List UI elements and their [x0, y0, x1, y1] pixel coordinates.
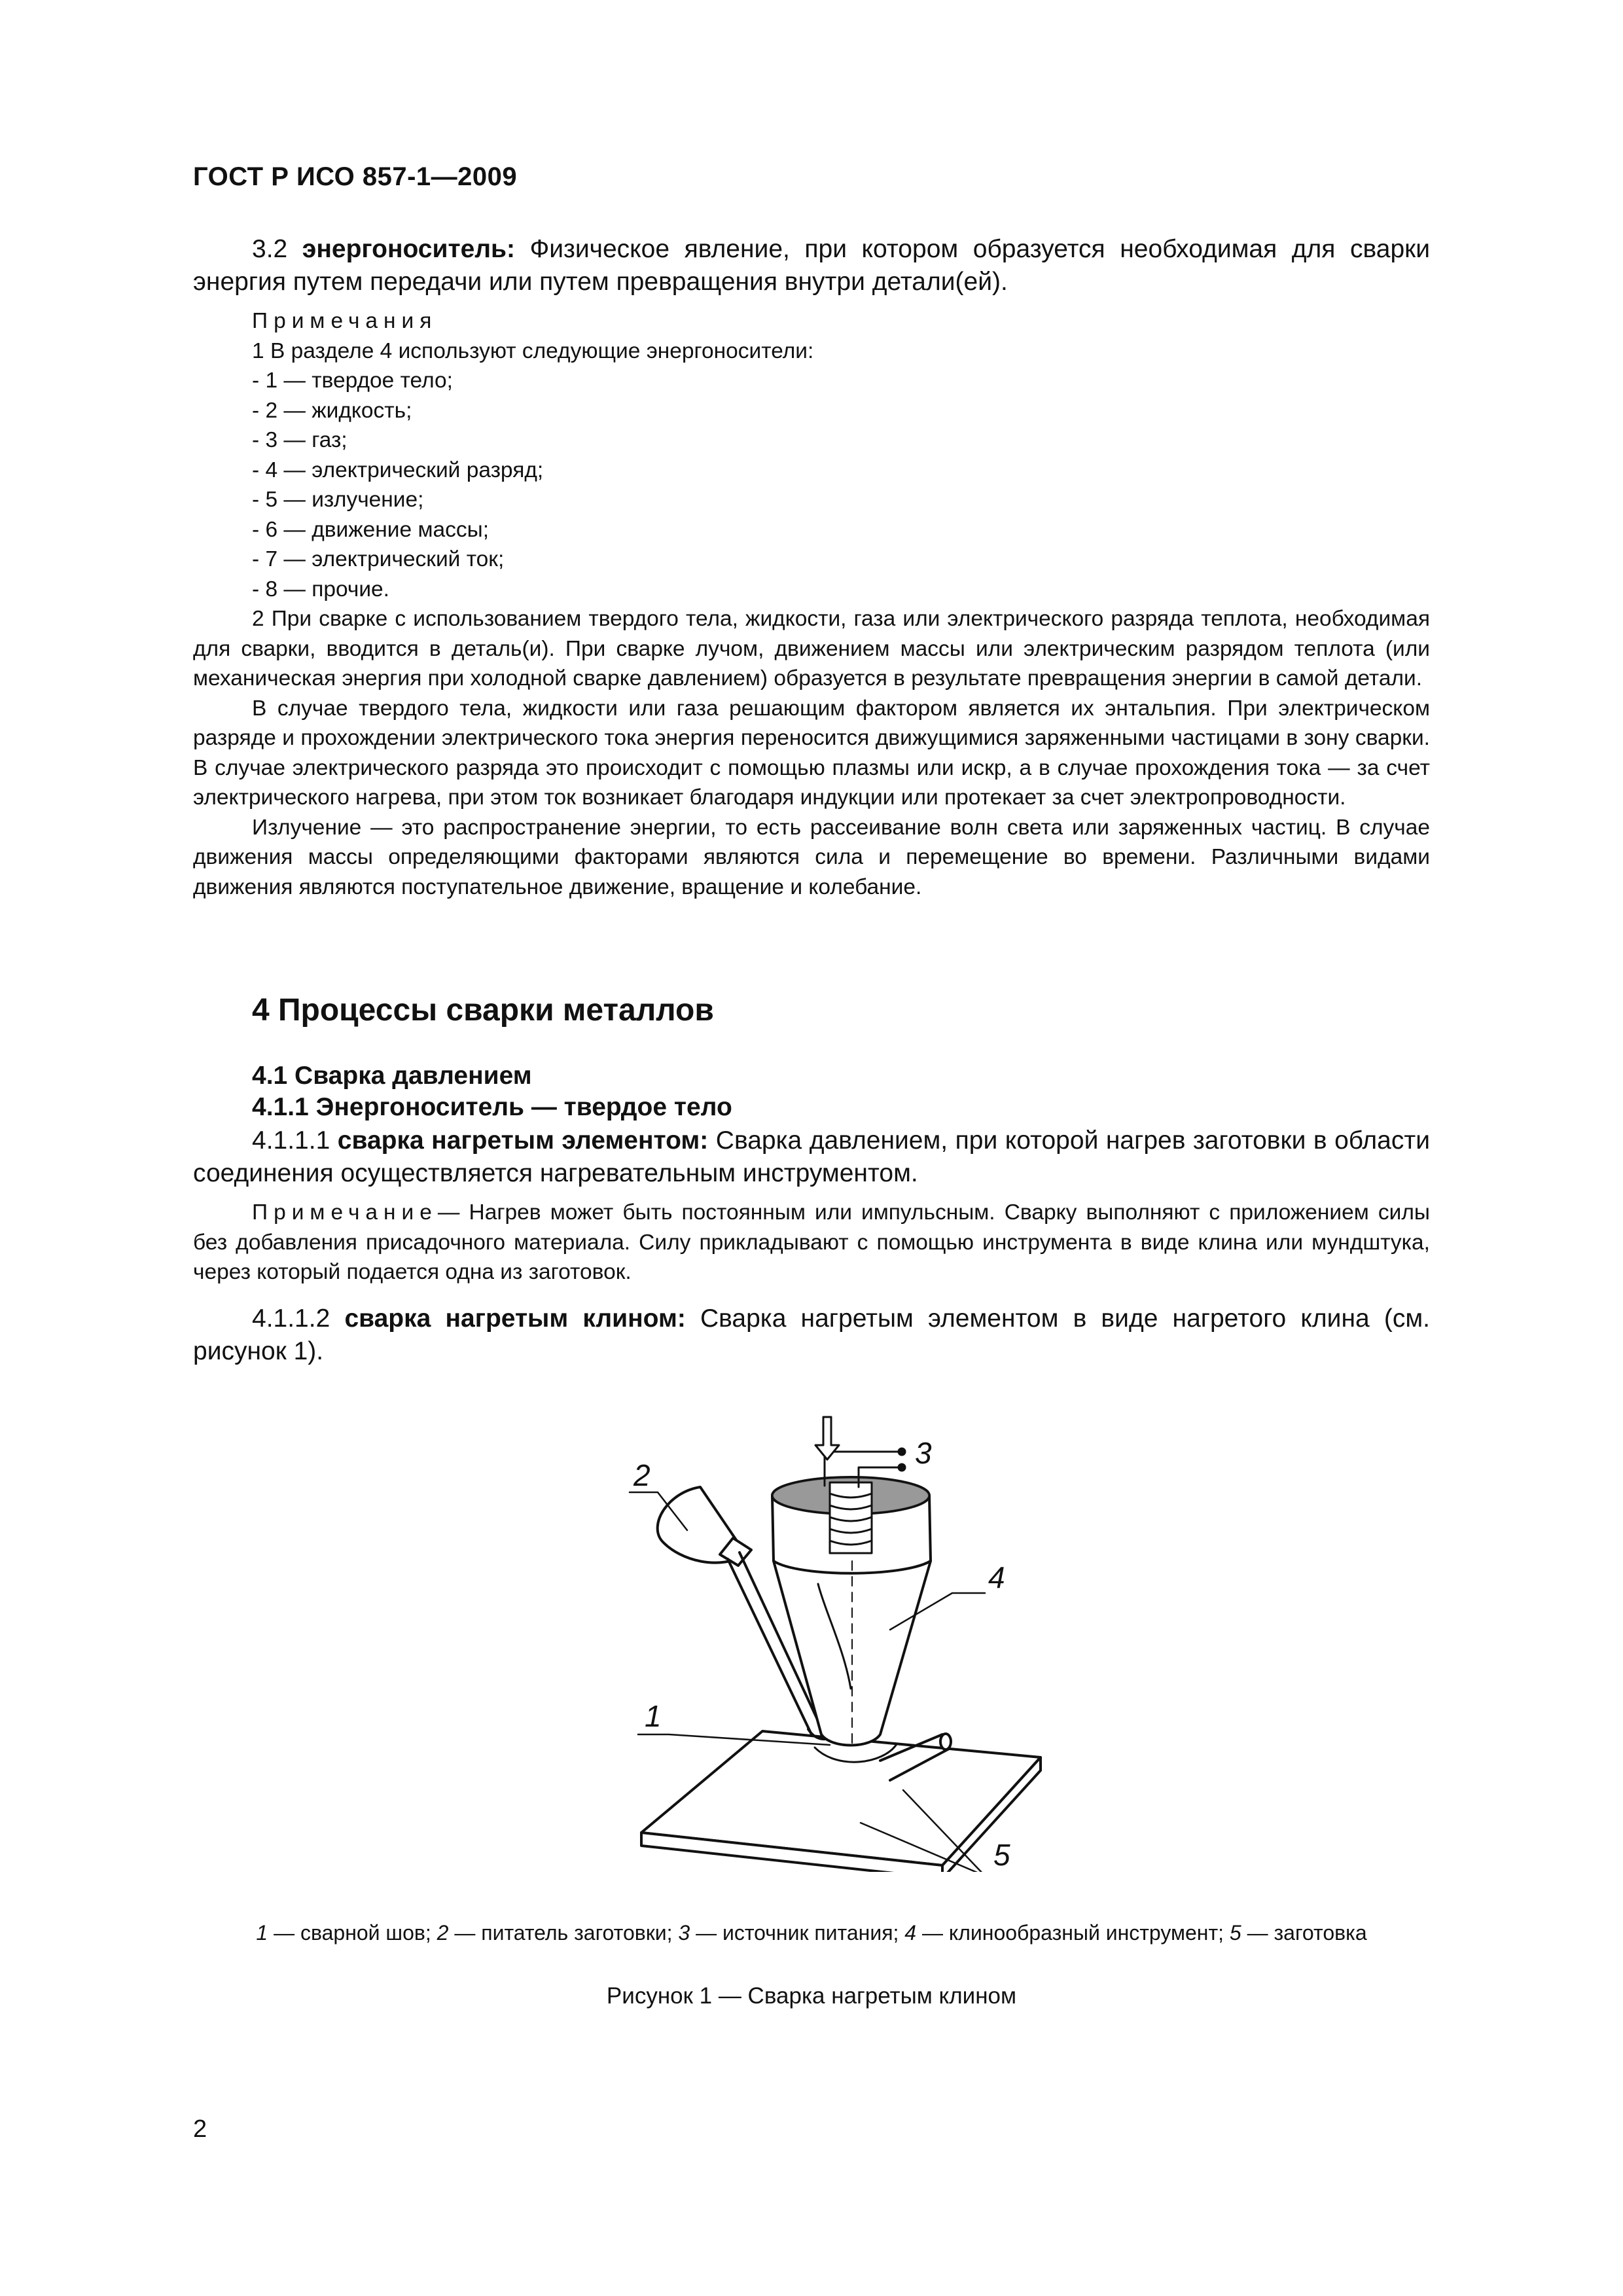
carrier-item: - 7 — электрический ток;	[252, 547, 505, 571]
callout-3: 3	[915, 1436, 932, 1470]
definition: Сварка давлением, при которой нагрев заготовки в области соединения осуществляется нагревательным инструментом.	[193, 1126, 1430, 1187]
carrier-item: - 2 — жидкость;	[252, 398, 412, 423]
subsection-4-1-1: 4.1.1 Энергоноситель — твердое тело	[252, 1093, 732, 1121]
clause-number: 4.1.1.2	[252, 1304, 330, 1333]
term: сварка нагретым клином:	[344, 1304, 686, 1333]
notes-heading: Примечания	[252, 309, 438, 333]
force-arrow-icon	[815, 1417, 839, 1460]
callout-5: 5	[993, 1838, 1010, 1872]
carrier-item: - 3 — газ;	[252, 428, 348, 452]
clause-number: 4.1.1.1	[252, 1126, 330, 1155]
note-text: — Нагрев может быть постоянным или импульсным. Сварку выполняют с приложением силы без добавления присадочного материала. Силу прикладывают с помощью инструмента в виде клина или мундштука, через который подается одна из заготовок.	[193, 1200, 1430, 1284]
figure-caption: Рисунок 1 — Сварка нагретым клином	[606, 1983, 1017, 2009]
legend-item: 1 — сварной шов;	[256, 1921, 431, 1945]
clause-3-2	[193, 233, 1430, 298]
figure-1	[622, 1414, 1067, 1875]
term: сварка нагретым элементом:	[337, 1126, 709, 1155]
note-1-intro: 1 В разделе 4 используют следующие энергоносители:	[252, 338, 814, 363]
term: энергоноситель:	[302, 235, 515, 263]
figure-legend	[193, 1921, 1430, 1945]
carrier-item: - 4 — электрический разряд;	[252, 457, 544, 482]
carrier-item: - 5 — излучение;	[252, 488, 424, 512]
heating-coil	[830, 1482, 872, 1553]
clause-number: 3.2	[252, 235, 288, 263]
clause-4-1-1-2	[193, 1302, 1430, 1368]
note-2: 2 При сварке с использованием твердого тела, жидкости, газа или электрического разряда теплота, необходимая для сварки, вводится в деталь(и). При сварке лучом, движением массы или электрическим разрядом теплота (или механическая энергия при холодной сварке давлением) образуется в результате превращения энергии в самой детали.	[193, 607, 1430, 691]
legend-item: 5 — заготовка	[1229, 1921, 1367, 1945]
section-title: 4 Процессы сварки металлов	[252, 993, 714, 1028]
note-label: Примечание	[252, 1200, 438, 1225]
legend-item: 3 — источник питания;	[678, 1921, 899, 1945]
callout-4: 4	[988, 1560, 1005, 1594]
callout-2: 2	[633, 1458, 651, 1492]
legend-item: 2 — питатель заготовки;	[437, 1921, 673, 1945]
note-paragraph-radiation: Излучение — это распространение энергии, то есть рассеивание волн света или заряженных частиц. В случае движения массы определяющими факторами являются сила и перемещение во времени. Различными видами движения являются поступательное движение, вращение и колебание.	[193, 815, 1430, 899]
workpiece-plate	[641, 1731, 1041, 1872]
notes-3-2	[193, 306, 1430, 902]
note-4-1-1-1	[193, 1198, 1430, 1287]
heated-wedge-welding-diagram	[622, 1414, 1067, 1872]
carrier-item: - 6 — движение массы;	[252, 517, 490, 542]
definition: Сварка нагретым элементом в виде нагретого клина (см. рисунок 1).	[193, 1304, 1430, 1365]
legend-item: 4 — клинообразный инструмент;	[904, 1921, 1224, 1945]
carrier-item: - 8 — прочие.	[252, 577, 389, 601]
subsection-4-1: 4.1 Сварка давлением	[252, 1062, 532, 1090]
callout-1: 1	[645, 1699, 662, 1733]
note-paragraph-enthalpy: В случае твердого тела, жидкости или газа решающим фактором является их энтальпия. При электрическом разряде и прохождении электрического тока энергия переносится движущимися заряженными частицами в зону сварки. В случае электрического разряда это происходит с помощью плазмы или искр, а в случае прохождения тока — за счет электрического нагрева, при этом ток возникает благодаря индукции или протекает за счет электропроводности.	[193, 696, 1430, 810]
document-header: ГОСТ Р ИСО 857-1—2009	[193, 162, 518, 191]
clause-4-1-1-1	[193, 1124, 1430, 1190]
page-number: 2	[193, 2115, 207, 2143]
carrier-item: - 1 — твердое тело;	[252, 368, 453, 393]
definition: Физическое явление, при котором образуется необходимая для сварки энергия путем передачи или путем превращения внутри детали(ей).	[193, 235, 1430, 296]
